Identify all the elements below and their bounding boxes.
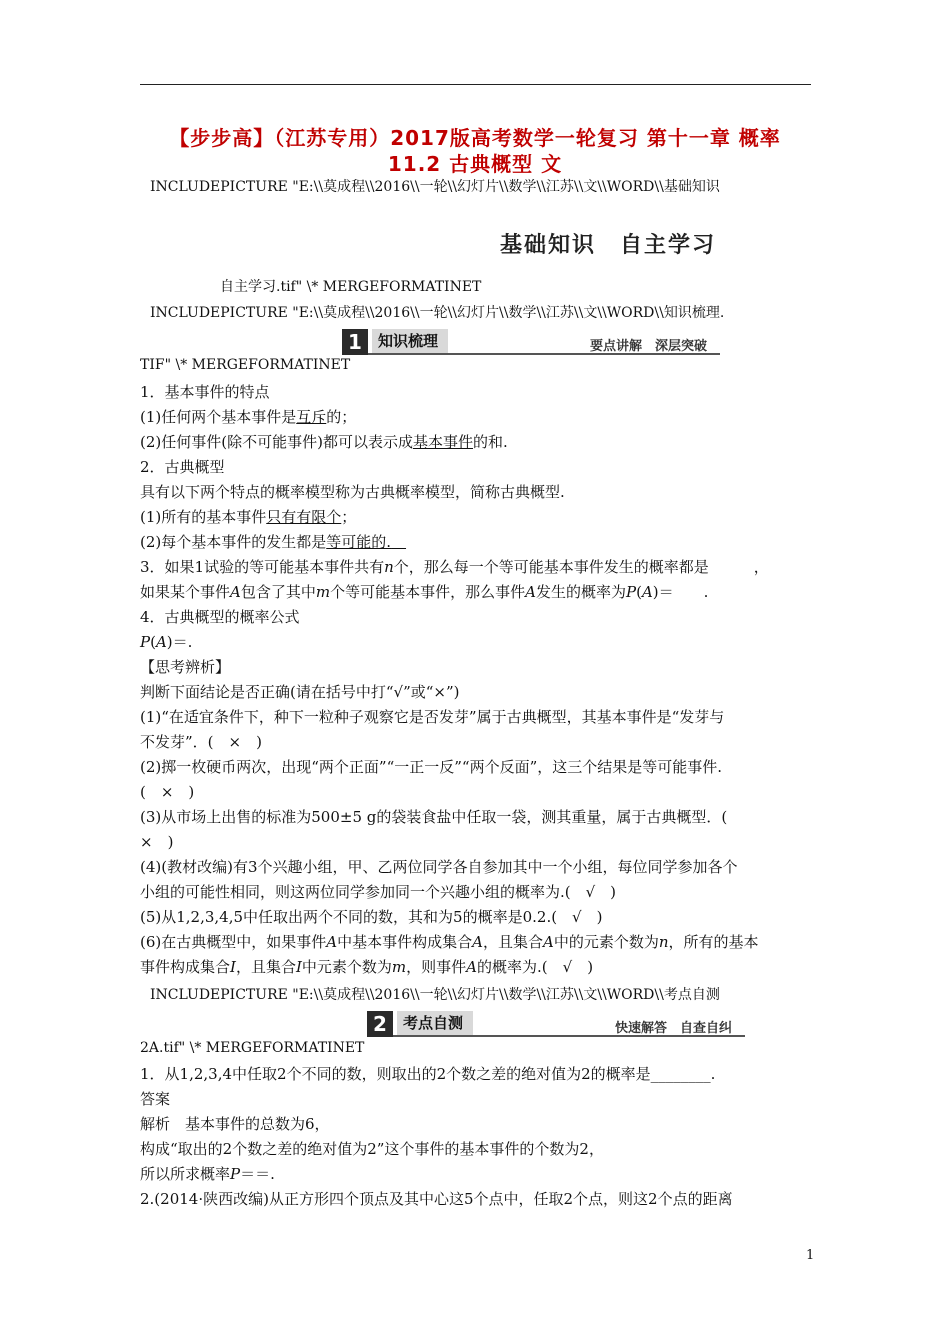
text-line: 如果某个事件A包含了其中m个等可能基本事件，那么事件A发生的概率为P(A)＝ . xyxy=(140,583,709,601)
text-line: 不发芽”．( × ) xyxy=(140,733,262,751)
text-line: 具有以下两个特点的概率模型称为古典概率模型，简称古典概型. xyxy=(140,483,565,501)
top-rule xyxy=(140,84,811,85)
field-code-3: INCLUDEPICTURE "E:\\莫成程\\2016\\一轮\\幻灯片\\数学\\江苏\\文\\WORD\\知识梳理. xyxy=(150,305,725,321)
title-line-1: 【步步高】（江苏专用）2017版高考数学一轮复习 第十一章 概率 xyxy=(169,126,781,150)
banner-knowledge xyxy=(342,329,720,355)
page-number: 1 xyxy=(806,1248,815,1263)
banner-subtitle: 要点讲解 深层突破 xyxy=(590,339,708,354)
text-line: (3)从市场上出售的标准为500±5 g的袋装食盐中任取一袋，测其重量，属于古典概型．( xyxy=(140,808,728,826)
answer-label: 答案 xyxy=(140,1090,171,1108)
text-line: 1．基本事件的特点 xyxy=(140,383,270,401)
banner-label: 知识梳理 xyxy=(372,329,448,353)
question-1: 1．从1,2,3,4中任取2个不同的数，则取出的2个数之差的绝对值为2的概率是________. xyxy=(140,1065,716,1083)
text-line: (1)所有的基本事件只有有限个； xyxy=(140,508,357,526)
solution-line: 解析 基本事件的总数为6， xyxy=(140,1115,330,1133)
field-code-5: INCLUDEPICTURE "E:\\莫成程\\2016\\一轮\\幻灯片\\数学\\江苏\\文\\WORD\\考点自测 xyxy=(150,987,720,1003)
title-line-2: 11.2 古典概型 文 xyxy=(387,152,563,176)
section-heading: 基础知识 自主学习 xyxy=(500,233,717,258)
solution-line: 所以所求概率P＝＝. xyxy=(140,1165,275,1183)
text-line: (2)任何事件(除不可能事件)都可以表示成基本事件的和. xyxy=(140,433,508,451)
text-line: (1)任何两个基本事件是互斥的； xyxy=(140,408,357,426)
field-code-6: 2A.tif" \* MERGEFORMATINET xyxy=(140,1040,365,1056)
solution-line: 构成“取出的2个数之差的绝对值为2”这个事件的基本事件的个数为2， xyxy=(140,1140,604,1158)
text-line: 事件构成集合I，且集合I中元素个数为m，则事件A的概率为.( √ ) xyxy=(140,958,594,976)
text-line: 4．古典概型的概率公式 xyxy=(140,608,300,626)
text-line: (6)在古典概型中，如果事件A中基本事件构成集合A，且集合A中的元素个数为n，所有的基本 xyxy=(140,933,759,951)
banner-number: 1 xyxy=(342,329,368,355)
text-line: (1)“在适宜条件下，种下一粒种子观察它是否发芽”属于古典概型，其基本事件是“发芽与 xyxy=(140,708,725,726)
text-line: 3．如果1试验的等可能基本事件共有n个，那么每一个等可能基本事件发生的概率都是 ， xyxy=(140,558,769,576)
text-line: (5)从1,2,3,4,5中任取出两个不同的数，其和为5的概率是0.2.( √ ) xyxy=(140,908,603,926)
text-line: × ) xyxy=(140,833,174,851)
text-line: (2)掷一枚硬币两次，出现“两个正面”“一正一反”“两个反面”，这三个结果是等可能事件. xyxy=(140,758,723,776)
field-code-4: TIF" \* MERGEFORMATINET xyxy=(140,357,351,373)
question-2: 2.(2014·陕西改编)从正方形四个顶点及其中心这5个点中，任取2个点，则这2个点的距离 xyxy=(140,1190,733,1208)
text-line: 小组的可能性相同，则这两位同学参加同一个兴趣小组的概率为.( √ ) xyxy=(140,883,617,901)
banner-self-test xyxy=(367,1011,745,1037)
banner-label: 考点自测 xyxy=(397,1011,473,1035)
text-line: (4)(教材改编)有3个兴趣小组，甲、乙两位同学各自参加其中一个小组，每位同学参加各个 xyxy=(140,858,738,876)
text-line: P(A)＝. xyxy=(140,633,193,651)
field-code-1: INCLUDEPICTURE "E:\\莫成程\\2016\\一轮\\幻灯片\\数学\\江苏\\文\\WORD\\基础知识 xyxy=(150,179,720,195)
banner-number: 2 xyxy=(367,1011,393,1037)
text-line: 判断下面结论是否正确(请在括号中打“√”或“×”) xyxy=(140,683,460,701)
text-line: 2．古典概型 xyxy=(140,458,225,476)
text-line: ( × ) xyxy=(140,783,195,801)
banner-subtitle: 快速解答 自查自纠 xyxy=(615,1021,733,1036)
text-line: 【思考辨析】 xyxy=(140,658,231,676)
field-code-2: 自主学习.tif" \* MERGEFORMATINET xyxy=(220,279,482,295)
text-line: (2)每个基本事件的发生都是等可能的. xyxy=(140,533,392,551)
